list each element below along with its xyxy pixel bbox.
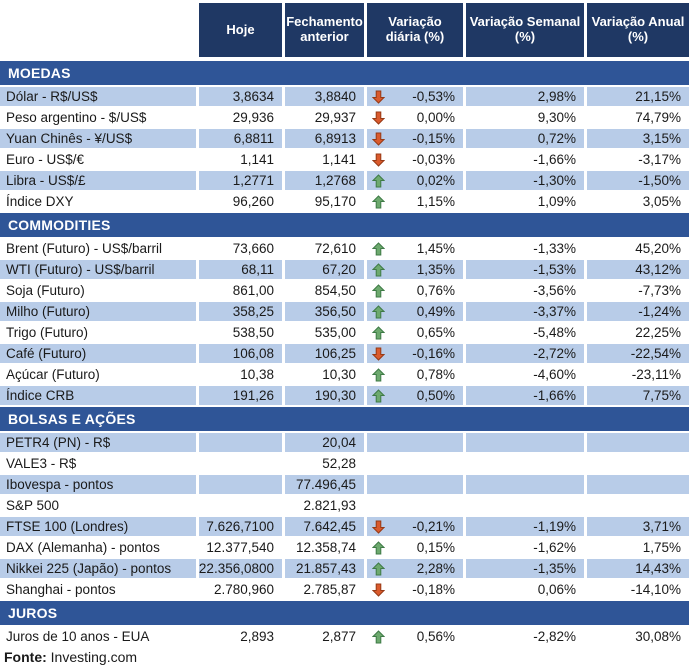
down-arrow-icon xyxy=(372,132,385,146)
cell-label: Shanghai - pontos xyxy=(6,582,116,597)
cell-variacao-semanal xyxy=(466,454,584,473)
cell-variacao-anual: -23,11% xyxy=(631,367,681,382)
section-header-moedas: MOEDAS xyxy=(0,61,689,85)
table-row xyxy=(0,302,691,321)
cell-variacao-diaria xyxy=(367,433,463,452)
cell-label: Milho (Futuro) xyxy=(0,302,196,321)
cell-variacao-anual: 7,75% xyxy=(587,386,689,405)
cell-variacao-diaria xyxy=(367,239,463,258)
table-row xyxy=(0,239,691,258)
cell-hoje xyxy=(199,454,282,473)
cell-fechamento: 535,00 xyxy=(314,325,356,340)
up-arrow-icon xyxy=(372,242,385,256)
cell-label: DAX (Alemanha) - pontos xyxy=(6,540,160,555)
cell-fechamento: 52,28 xyxy=(322,456,356,471)
cell-fechamento: 854,50 xyxy=(314,283,356,298)
cell-variacao-anual xyxy=(587,454,689,473)
diaria-value: 0,02% xyxy=(416,173,455,188)
cell-variacao-diaria xyxy=(367,129,463,148)
cell-variacao-diaria xyxy=(367,627,463,646)
cell-fechamento: 3,8840 xyxy=(285,87,364,106)
section-header-commodities: COMMODITIES xyxy=(0,213,689,237)
cell-label: Euro - US$/€ xyxy=(6,152,85,167)
up-arrow-icon xyxy=(372,541,385,555)
cell-hoje: 22.356,0800 xyxy=(199,559,282,578)
cell-fechamento: 1,141 xyxy=(322,152,356,167)
cell-variacao-semanal: -2,82% xyxy=(533,629,576,644)
cell-variacao-semanal: -1,66% xyxy=(466,386,584,405)
cell-hoje: 106,08 xyxy=(199,344,282,363)
cell-fechamento: 356,50 xyxy=(285,302,364,321)
cell-fechamento: 6,8913 xyxy=(285,129,364,148)
cell-hoje: 29,936 xyxy=(232,110,274,125)
cell-variacao-diaria xyxy=(367,559,463,578)
cell-variacao-anual: 45,20% xyxy=(635,241,681,256)
cell-fechamento: 2.785,87 xyxy=(303,582,356,597)
cell-hoje: 2,893 xyxy=(240,629,274,644)
up-arrow-icon xyxy=(372,630,385,644)
cell-label: S&P 500 xyxy=(6,498,60,513)
cell-variacao-anual: -14,10% xyxy=(630,582,681,597)
cell-variacao-diaria xyxy=(367,496,463,515)
cell-variacao-anual xyxy=(587,496,689,515)
cell-fechamento: 106,25 xyxy=(285,344,364,363)
cell-label: Trigo (Futuro) xyxy=(6,325,89,340)
table-row xyxy=(0,433,691,452)
cell-hoje xyxy=(199,475,282,494)
section-header-juros: JUROS xyxy=(0,601,689,625)
cell-variacao-anual: 21,15% xyxy=(587,87,689,106)
cell-variacao-diaria xyxy=(367,517,463,536)
table-row xyxy=(0,386,691,405)
cell-label: Índice CRB xyxy=(0,386,196,405)
diaria-value: -0,16% xyxy=(412,346,455,361)
cell-variacao-semanal: -1,62% xyxy=(533,540,576,555)
table-row xyxy=(0,365,691,384)
cell-hoje xyxy=(199,433,282,452)
cell-hoje: 1,2771 xyxy=(199,171,282,190)
table-row xyxy=(0,517,691,536)
cell-label: VALE3 - R$ xyxy=(6,456,77,471)
cell-hoje: 1,141 xyxy=(240,152,274,167)
down-arrow-icon xyxy=(372,153,385,167)
cell-variacao-semanal: 1,09% xyxy=(537,194,576,209)
cell-hoje: 10,38 xyxy=(240,367,274,382)
cell-label: WTI (Futuro) - US$/barril xyxy=(0,260,196,279)
cell-fechamento: 10,30 xyxy=(322,367,356,382)
cell-fechamento: 2,877 xyxy=(322,629,356,644)
up-arrow-icon xyxy=(372,389,385,403)
cell-variacao-diaria xyxy=(367,150,463,169)
cell-hoje: 7.626,7100 xyxy=(199,517,282,536)
cell-variacao-semanal: 2,98% xyxy=(466,87,584,106)
cell-variacao-semanal: 0,72% xyxy=(466,129,584,148)
cell-variacao-diaria xyxy=(367,454,463,473)
cell-label: Índice DXY xyxy=(6,194,74,209)
cell-fechamento: 2.821,93 xyxy=(303,498,356,513)
source-value: Investing.com xyxy=(50,649,138,665)
cell-fechamento: 20,04 xyxy=(285,433,364,452)
cell-variacao-diaria xyxy=(367,538,463,557)
diaria-value: -0,53% xyxy=(412,89,455,104)
cell-variacao-anual xyxy=(587,475,689,494)
cell-variacao-semanal: 9,30% xyxy=(537,110,576,125)
cell-variacao-anual: 30,08% xyxy=(635,629,681,644)
source-note xyxy=(0,649,691,665)
section-header-bolsas-e-acoes: BOLSAS E AÇÕES xyxy=(0,407,689,431)
table-row xyxy=(0,475,691,494)
cell-variacao-semanal xyxy=(466,433,584,452)
cell-hoje: 861,00 xyxy=(232,283,274,298)
cell-variacao-anual: 43,12% xyxy=(587,260,689,279)
diaria-value: 0,00% xyxy=(416,110,455,125)
cell-fechamento: 21.857,43 xyxy=(285,559,364,578)
cell-variacao-semanal xyxy=(466,496,584,515)
cell-variacao-semanal xyxy=(466,475,584,494)
cell-variacao-diaria xyxy=(367,386,463,405)
up-arrow-icon xyxy=(372,284,385,298)
cell-hoje: 73,660 xyxy=(232,241,274,256)
header-corner-blank xyxy=(0,3,196,57)
column-header-variacao-semanal: Variação Semanal (%) xyxy=(466,3,584,57)
cell-variacao-diaria xyxy=(367,365,463,384)
table-row xyxy=(0,129,691,148)
cell-variacao-diaria xyxy=(367,281,463,300)
cell-variacao-anual: 74,79% xyxy=(635,110,681,125)
column-header-hoje: Hoje xyxy=(199,3,282,57)
cell-variacao-semanal: -1,35% xyxy=(466,559,584,578)
cell-variacao-anual: 3,05% xyxy=(642,194,681,209)
cell-variacao-diaria xyxy=(367,323,463,342)
cell-hoje: 3,8634 xyxy=(199,87,282,106)
cell-variacao-diaria xyxy=(367,344,463,363)
cell-variacao-anual: -1,24% xyxy=(587,302,689,321)
diaria-value: 0,65% xyxy=(416,325,455,340)
table-header-row xyxy=(0,3,691,57)
cell-hoje: 96,260 xyxy=(232,194,274,209)
cell-variacao-anual: -3,17% xyxy=(638,152,681,167)
cell-label: Soja (Futuro) xyxy=(6,283,85,298)
cell-hoje: 6,8811 xyxy=(199,129,282,148)
cell-label: Dólar - R$/US$ xyxy=(0,87,196,106)
column-header-fechamento: Fechamento anterior xyxy=(285,3,364,57)
diaria-value: 2,28% xyxy=(416,561,455,576)
cell-hoje: 12.377,540 xyxy=(206,540,274,555)
diaria-value: 1,35% xyxy=(416,262,455,277)
cell-variacao-semanal: -1,33% xyxy=(533,241,576,256)
table-row xyxy=(0,454,691,473)
cell-variacao-semanal: -2,72% xyxy=(466,344,584,363)
table-row xyxy=(0,344,691,363)
cell-variacao-semanal: -3,37% xyxy=(466,302,584,321)
cell-label: Nikkei 225 (Japão) - pontos xyxy=(0,559,196,578)
down-arrow-icon xyxy=(372,347,385,361)
down-arrow-icon xyxy=(372,90,385,104)
cell-fechamento: 77.496,45 xyxy=(285,475,364,494)
cell-variacao-semanal: -3,56% xyxy=(533,283,576,298)
down-arrow-icon xyxy=(372,111,385,125)
cell-label: Peso argentino - $/US$ xyxy=(6,110,147,125)
cell-hoje: 2.780,960 xyxy=(213,582,274,597)
diaria-value: 0,15% xyxy=(416,540,455,555)
up-arrow-icon xyxy=(372,174,385,188)
cell-variacao-anual: 3,71% xyxy=(587,517,689,536)
cell-variacao-semanal: -1,66% xyxy=(533,152,576,167)
up-arrow-icon xyxy=(372,263,385,277)
diaria-value: 0,50% xyxy=(416,388,455,403)
cell-variacao-diaria xyxy=(367,580,463,599)
up-arrow-icon xyxy=(372,368,385,382)
cell-variacao-anual: 1,75% xyxy=(642,540,681,555)
cell-variacao-anual: 22,25% xyxy=(635,325,681,340)
down-arrow-icon xyxy=(372,520,385,534)
table-row xyxy=(0,87,691,106)
cell-variacao-diaria xyxy=(367,260,463,279)
table-row xyxy=(0,260,691,279)
diaria-value: -0,21% xyxy=(412,519,455,534)
cell-variacao-semanal: -1,19% xyxy=(466,517,584,536)
cell-fechamento: 12.358,74 xyxy=(295,540,356,555)
table-row xyxy=(0,281,691,300)
cell-hoje: 358,25 xyxy=(199,302,282,321)
cell-variacao-anual: -7,73% xyxy=(638,283,681,298)
up-arrow-icon xyxy=(372,195,385,209)
cell-label: Ibovespa - pontos xyxy=(0,475,196,494)
cell-variacao-semanal: -5,48% xyxy=(533,325,576,340)
cell-fechamento: 190,30 xyxy=(285,386,364,405)
diaria-value: -0,18% xyxy=(412,582,455,597)
cell-label: Café (Futuro) xyxy=(0,344,196,363)
up-arrow-icon xyxy=(372,326,385,340)
cell-hoje: 68,11 xyxy=(199,260,282,279)
diaria-value: 1,15% xyxy=(416,194,455,209)
cell-variacao-anual: 14,43% xyxy=(587,559,689,578)
table-row xyxy=(0,108,691,127)
cell-variacao-diaria xyxy=(367,302,463,321)
cell-fechamento: 95,170 xyxy=(314,194,356,209)
cell-label: Juros de 10 anos - EUA xyxy=(6,629,150,644)
cell-label: Yuan Chinês - ¥/US$ xyxy=(0,129,196,148)
down-arrow-icon xyxy=(372,583,385,597)
cell-hoje: 191,26 xyxy=(199,386,282,405)
cell-variacao-anual xyxy=(587,433,689,452)
diaria-value: -0,03% xyxy=(412,152,455,167)
diaria-value: 0,49% xyxy=(416,304,455,319)
cell-label: Açúcar (Futuro) xyxy=(6,367,100,382)
table-row xyxy=(0,192,691,211)
cell-variacao-semanal: -1,53% xyxy=(466,260,584,279)
cell-variacao-diaria xyxy=(367,108,463,127)
cell-fechamento: 72,610 xyxy=(314,241,356,256)
table-row xyxy=(0,150,691,169)
cell-fechamento: 7.642,45 xyxy=(285,517,364,536)
up-arrow-icon xyxy=(372,305,385,319)
cell-variacao-anual: 3,15% xyxy=(587,129,689,148)
cell-hoje: 538,50 xyxy=(232,325,274,340)
diaria-value: 0,78% xyxy=(416,367,455,382)
cell-variacao-diaria xyxy=(367,171,463,190)
source-label: Fonte: xyxy=(4,649,47,665)
cell-variacao-diaria xyxy=(367,87,463,106)
column-header-variacao-anual: Variação Anual (%) xyxy=(587,3,689,57)
up-arrow-icon xyxy=(372,562,385,576)
table-row xyxy=(0,171,691,190)
cell-variacao-anual: -22,54% xyxy=(587,344,689,363)
table-row xyxy=(0,323,691,342)
cell-hoje xyxy=(199,496,282,515)
cell-variacao-diaria xyxy=(367,192,463,211)
cell-fechamento: 1,2768 xyxy=(285,171,364,190)
table-row xyxy=(0,627,691,646)
cell-label: Libra - US$/£ xyxy=(0,171,196,190)
cell-variacao-semanal: -4,60% xyxy=(533,367,576,382)
table-row xyxy=(0,559,691,578)
diaria-value: 1,45% xyxy=(416,241,455,256)
cell-variacao-anual: -1,50% xyxy=(587,171,689,190)
cell-variacao-semanal: -1,30% xyxy=(466,171,584,190)
table-row xyxy=(0,538,691,557)
table-row xyxy=(0,496,691,515)
diaria-value: -0,15% xyxy=(412,131,455,146)
diaria-value: 0,56% xyxy=(416,629,455,644)
column-header-variacao-diaria: Variação diária (%) xyxy=(367,3,463,57)
table-body xyxy=(0,61,691,646)
cell-variacao-diaria xyxy=(367,475,463,494)
cell-fechamento: 29,937 xyxy=(314,110,356,125)
cell-variacao-semanal: 0,06% xyxy=(537,582,576,597)
cell-fechamento: 67,20 xyxy=(285,260,364,279)
diaria-value: 0,76% xyxy=(416,283,455,298)
table-row xyxy=(0,580,691,599)
cell-label: Brent (Futuro) - US$/barril xyxy=(6,241,163,256)
cell-label: FTSE 100 (Londres) xyxy=(0,517,196,536)
cell-label: PETR4 (PN) - R$ xyxy=(0,433,196,452)
